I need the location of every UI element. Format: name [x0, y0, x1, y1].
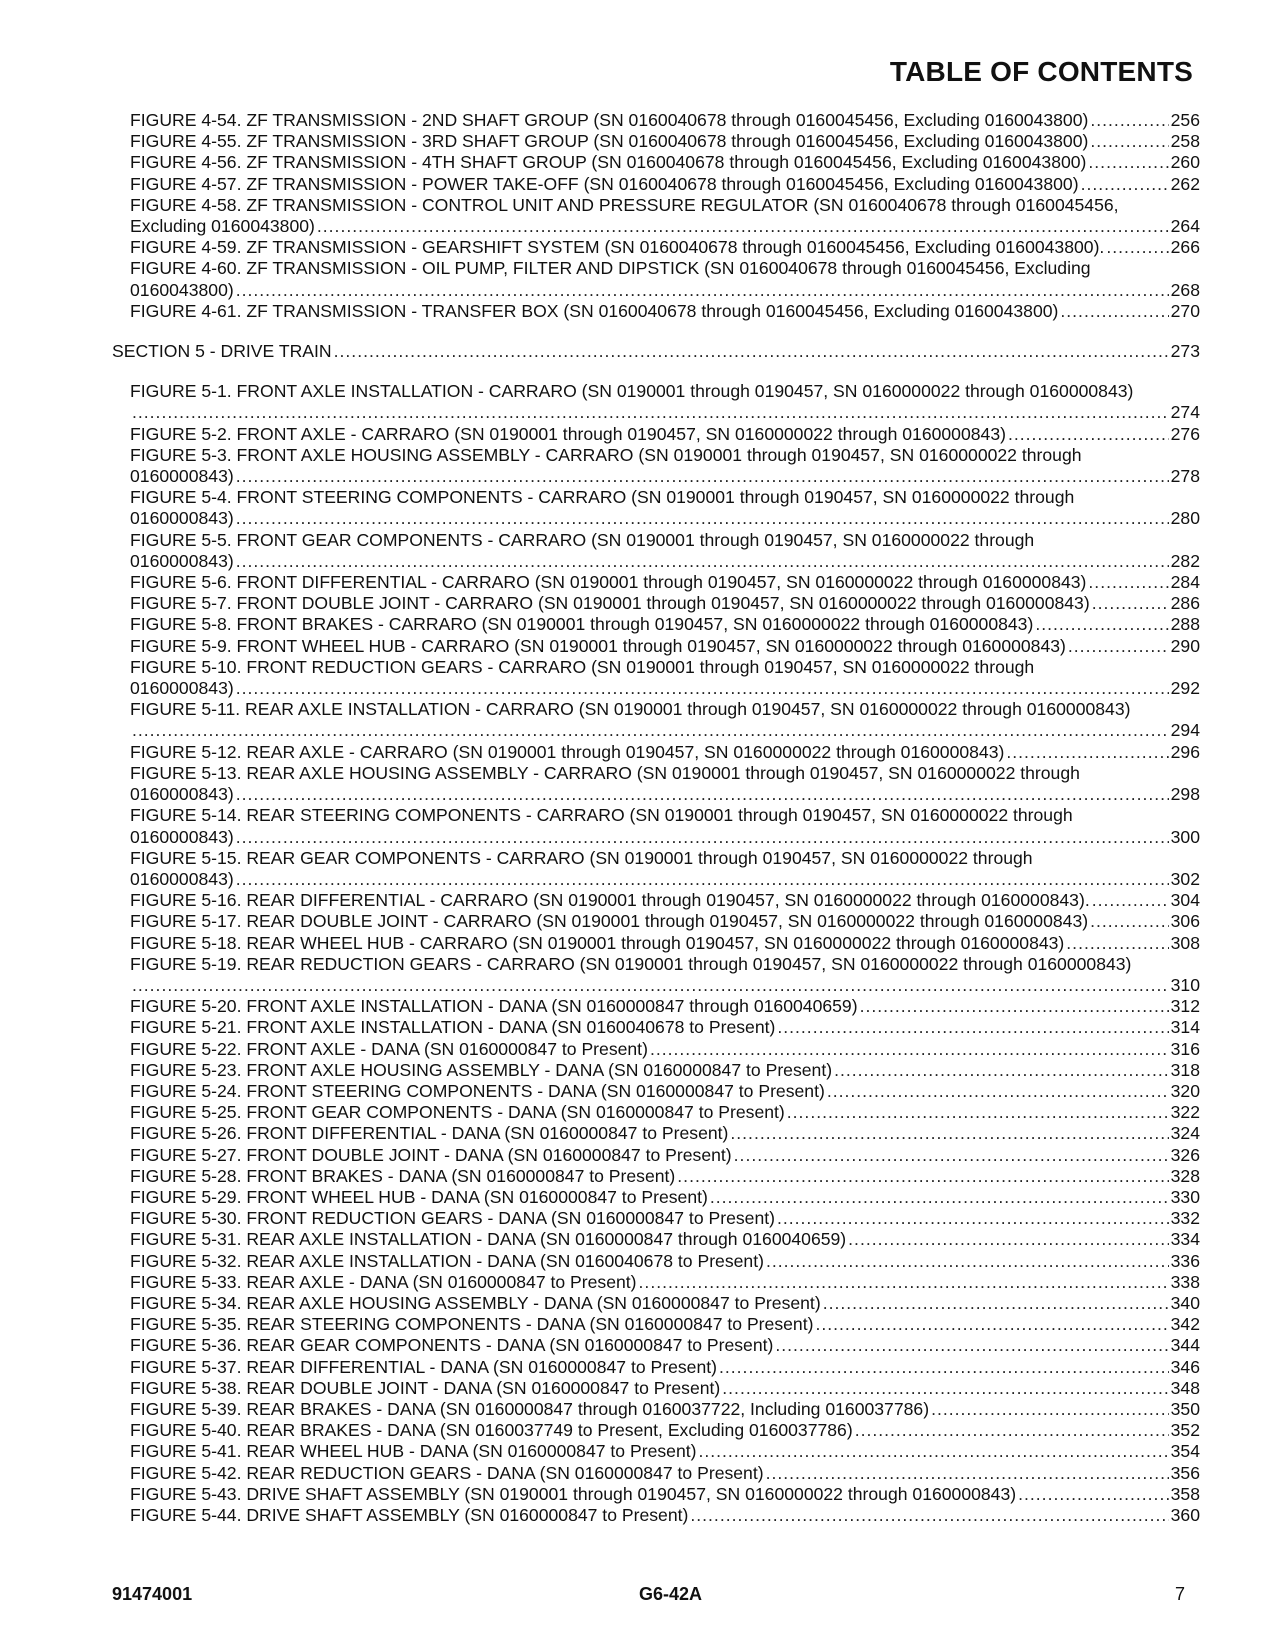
toc-page-number: 302: [1170, 868, 1200, 889]
toc-figure-entry[interactable]: [130, 614, 1200, 635]
toc-figure-entry[interactable]: [130, 805, 1200, 847]
toc-entry-title: FIGURE 5-22. FRONT AXLE - DANA (SN 0160000847 to Present): [130, 1038, 648, 1059]
toc-page-number: 350: [1170, 1398, 1200, 1419]
toc-entry-title: FIGURE 4-59. ZF TRANSMISSION - GEARSHIFT SYSTEM (SN 0160040678 through 0160045456, Excluding 0160043800).: [130, 237, 1105, 258]
toc-entry-title: FIGURE 5-20. FRONT AXLE INSTALLATION - DANA (SN 0160000847 through 0160040659): [130, 996, 858, 1017]
toc-page-number: 324: [1170, 1123, 1200, 1144]
toc-entry-title-line: FIGURE 5-19. REAR REDUCTION GEARS - CARRARO (SN 0190001 through 0190457, SN 0160000022 through 0160000843): [130, 953, 1132, 974]
toc-page-number: 340: [1170, 1292, 1200, 1313]
dot-leader: [1035, 614, 1168, 635]
toc-entry-title-line: FIGURE 5-15. REAR GEAR COMPONENTS - CARRARO (SN 0190001 through 0190457, SN 0160000022 through: [130, 847, 1033, 868]
toc-page-number: 338: [1170, 1271, 1200, 1292]
dot-leader: [1066, 933, 1168, 954]
dot-leader: [1008, 424, 1169, 445]
toc-entry-title: FIGURE 4-57. ZF TRANSMISSION - POWER TAKE-OFF (SN 0160040678 through 0160045456, Excluding 0160043800): [130, 173, 1079, 194]
dot-leader: [1092, 593, 1169, 614]
dot-leader: [639, 1272, 1169, 1293]
toc-page-number: 256: [1170, 110, 1200, 130]
toc-figure-entry[interactable]: [130, 110, 1200, 131]
dot-leader: [766, 1251, 1169, 1272]
toc-entry-title: FIGURE 5-43. DRIVE SHAFT ASSEMBLY (SN 0190001 through 0190457, SN 0160000022 through 0160000843): [130, 1483, 1017, 1504]
dot-leader: [815, 1314, 1168, 1335]
dot-leader: [1092, 890, 1169, 911]
toc-figure-entry[interactable]: [130, 131, 1200, 152]
toc-page-number: 264: [1170, 216, 1200, 237]
page-number: 7: [1174, 1584, 1185, 1604]
toc-entry-title-line: FIGURE 5-10. FRONT REDUCTION GEARS - CARRARO (SN 0190001 through 0190457, SN 0160000022 through: [130, 656, 1035, 677]
dot-leader: [236, 551, 1169, 572]
toc-figure-entry[interactable]: [130, 1420, 1200, 1441]
document-number: 91474001: [112, 1584, 193, 1604]
toc-entry-title: FIGURE 5-12. REAR AXLE - CARRARO (SN 0190001 through 0190457, SN 0160000022 through 0160000843): [130, 741, 1005, 762]
toc-entry-title-line: FIGURE 5-13. REAR AXLE HOUSING ASSEMBLY - CARRARO (SN 0190001 through 0190457, SN 0160000022 through: [130, 762, 1080, 783]
dot-leader: [650, 1039, 1169, 1060]
dot-leader: [1018, 1484, 1169, 1505]
toc-figure-entry[interactable]: [130, 763, 1200, 805]
toc-figure-entry[interactable]: [130, 424, 1200, 445]
toc-page-number: 314: [1170, 1017, 1200, 1038]
toc-page-number: 342: [1170, 1314, 1200, 1335]
dot-leader: [766, 1463, 1169, 1484]
dot-leader: [132, 720, 1169, 741]
toc-entry-title-line: FIGURE 4-58. ZF TRANSMISSION - CONTROL UNIT AND PRESSURE REGULATOR (SN 0160040678 through 0160045456,: [130, 194, 1119, 215]
toc-entry-title: FIGURE 4-61. ZF TRANSMISSION - TRANSFER BOX (SN 0160040678 through 0160045456, Excluding 0160043800): [130, 300, 1059, 321]
toc-entry-title: FIGURE 5-44. DRIVE SHAFT ASSEMBLY (SN 0160000847 to Present): [130, 1505, 689, 1525]
toc-entry-title: FIGURE 5-38. REAR DOUBLE JOINT - DANA (SN 0160000847 to Present): [130, 1377, 721, 1398]
toc-entry-title: FIGURE 5-25. FRONT GEAR COMPONENTS - DANA (SN 0160000847 to Present): [130, 1102, 785, 1123]
dot-leader: [132, 402, 1169, 423]
page-title: TABLE OF CONTENTS: [889, 56, 1193, 87]
toc-figure-entry[interactable]: [130, 1505, 1200, 1526]
dot-leader: [722, 1378, 1168, 1399]
table-of-contents: [110, 110, 1200, 1526]
toc-page-number: 300: [1170, 826, 1200, 847]
dot-leader: [848, 1229, 1168, 1250]
toc-entry-title-line: FIGURE 5-3. FRONT AXLE HOUSING ASSEMBLY - CARRARO (SN 0190001 through 0190457, SN 0160000022 through: [130, 444, 1082, 465]
toc-page-number: 278: [1170, 466, 1200, 487]
toc-entry-title: FIGURE 5-26. FRONT DIFFERENTIAL - DANA (SN 0160000847 to Present): [130, 1123, 729, 1144]
toc-page-number: 334: [1170, 1229, 1200, 1250]
dot-leader: [1090, 131, 1168, 152]
toc-page-number: 344: [1170, 1335, 1200, 1356]
toc-figure-entry[interactable]: [130, 1145, 1200, 1166]
toc-figure-entry[interactable]: [130, 1251, 1200, 1272]
toc-entry-title: FIGURE 4-55. ZF TRANSMISSION - 3RD SHAFT GROUP (SN 0160040678 through 0160045456, Excluding 0160043800): [130, 131, 1089, 152]
toc-page-number: 308: [1170, 932, 1200, 953]
toc-figure-entry[interactable]: [130, 1060, 1200, 1081]
toc-entry-title-line: FIGURE 5-11. REAR AXLE INSTALLATION - CARRARO (SN 0190001 through 0190457, SN 0160000022 through 0160000843): [130, 699, 1131, 720]
dot-leader: [1088, 152, 1168, 173]
toc-page-number: 290: [1170, 635, 1200, 656]
dot-leader: [698, 1441, 1168, 1462]
dot-leader: [860, 996, 1169, 1017]
toc-figure-entry[interactable]: [130, 742, 1200, 763]
toc-figure-entry[interactable]: [130, 593, 1200, 614]
toc-figure-entry[interactable]: [130, 1039, 1200, 1060]
toc-entry-title-line: FIGURE 5-4. FRONT STEERING COMPONENTS - CARRARO (SN 0190001 through 0190457, SN 0160000022 through: [130, 487, 1075, 508]
dot-leader: [334, 341, 1169, 362]
dot-leader: [1090, 911, 1169, 932]
toc-page-number: 348: [1170, 1377, 1200, 1398]
toc-page-number: 286: [1170, 593, 1200, 614]
toc-entry-title: FIGURE 4-54. ZF TRANSMISSION - 2ND SHAFT GROUP (SN 0160040678 through 0160045456, Excluding 0160043800): [130, 110, 1089, 130]
toc-figure-entry[interactable]: [130, 1187, 1200, 1208]
toc-entry-title-line: FIGURE 5-1. FRONT AXLE INSTALLATION - CARRARO (SN 0190001 through 0190457, SN 0160000022 through 0160000843): [130, 381, 1134, 402]
toc-page-number: 262: [1170, 173, 1200, 194]
toc-entry-title: FIGURE 5-42. REAR REDUCTION GEARS - DANA (SN 0160000847 to Present): [130, 1462, 764, 1483]
toc-entry-title: 0160000843): [130, 868, 234, 889]
toc-page-number: 354: [1170, 1441, 1200, 1462]
toc-page-number: 288: [1170, 614, 1200, 635]
toc-page-number: 276: [1170, 423, 1200, 444]
dot-leader: [677, 1166, 1168, 1187]
toc-entry-title: 0160000843): [130, 826, 234, 847]
toc-figure-entry[interactable]: [130, 933, 1200, 954]
toc-page-number: 356: [1170, 1462, 1200, 1483]
dot-leader: [834, 1060, 1169, 1081]
toc-figure-entry[interactable]: [130, 636, 1200, 657]
toc-figure-entry[interactable]: [130, 258, 1200, 300]
toc-page-number: 260: [1170, 152, 1200, 173]
toc-figure-entry[interactable]: [130, 1399, 1200, 1420]
toc-page-number: 352: [1170, 1420, 1200, 1441]
toc-figure-entry[interactable]: [130, 911, 1200, 932]
toc-figure-entry[interactable]: [130, 152, 1200, 173]
toc-figure-entry[interactable]: [130, 699, 1200, 741]
toc-entry-title: FIGURE 5-28. FRONT BRAKES - DANA (SN 0160000847 to Present): [130, 1165, 676, 1186]
toc-page-number: 332: [1170, 1208, 1200, 1229]
toc-figure-entry[interactable]: [130, 848, 1200, 890]
dot-leader: [777, 1017, 1168, 1038]
toc-figure-entry[interactable]: [130, 1123, 1200, 1144]
dot-leader: [236, 827, 1169, 848]
toc-figure-entry[interactable]: [130, 1378, 1200, 1399]
toc-entry-title: FIGURE 5-29. FRONT WHEEL HUB - DANA (SN 0160000847 to Present): [130, 1186, 708, 1207]
toc-entry-title: FIGURE 5-23. FRONT AXLE HOUSING ASSEMBLY - DANA (SN 0160000847 to Present): [130, 1059, 833, 1080]
toc-page-number: 346: [1170, 1356, 1200, 1377]
toc-entry-title: FIGURE 5-35. REAR STEERING COMPONENTS - DANA (SN 0160000847 to Present): [130, 1314, 814, 1335]
dot-leader: [1088, 572, 1168, 593]
toc-page-number: 310: [1170, 974, 1200, 995]
toc-figure-entry[interactable]: [130, 301, 1200, 322]
toc-page-number: 336: [1170, 1250, 1200, 1271]
toc-entry-title: FIGURE 5-33. REAR AXLE - DANA (SN 0160000847 to Present): [130, 1271, 637, 1292]
toc-page-number: 328: [1170, 1165, 1200, 1186]
dot-leader: [236, 678, 1169, 699]
toc-figure-entry[interactable]: [130, 195, 1200, 237]
dot-leader: [855, 1420, 1169, 1441]
dot-leader: [1068, 636, 1169, 657]
dot-leader: [931, 1399, 1169, 1420]
dot-leader: [236, 280, 1169, 301]
toc-figure-entry[interactable]: [130, 1081, 1200, 1102]
toc-entry-title: FIGURE 5-8. FRONT BRAKES - CARRARO (SN 0190001 through 0190457, SN 0160000022 through 0160000843): [130, 614, 1034, 635]
toc-entry-title: FIGURE 5-6. FRONT DIFFERENTIAL - CARRARO (SN 0190001 through 0190457, SN 0160000022 through 0160000843): [130, 572, 1087, 593]
toc-page-number: 318: [1170, 1059, 1200, 1080]
toc-entry-title: FIGURE 5-32. REAR AXLE INSTALLATION - DANA (SN 0160040678 to Present): [130, 1250, 764, 1271]
toc-spacer: [110, 362, 1200, 381]
toc-page-number: 280: [1170, 508, 1200, 529]
toc-figure-entry[interactable]: [130, 890, 1200, 911]
toc-entry-title: 0160000843): [130, 508, 234, 529]
toc-page-number: 294: [1170, 720, 1200, 741]
toc-figure-entry[interactable]: [130, 1272, 1200, 1293]
toc-page-number: 326: [1170, 1144, 1200, 1165]
toc-figure-entry[interactable]: [130, 1229, 1200, 1250]
dot-leader: [236, 869, 1169, 890]
toc-entry-title: FIGURE 5-7. FRONT DOUBLE JOINT - CARRARO (SN 0190001 through 0190457, SN 0160000022 through 0160000843): [130, 593, 1090, 614]
toc-figure-entry[interactable]: [130, 1484, 1200, 1505]
toc-entry-title: FIGURE 5-16. REAR DIFFERENTIAL - CARRARO (SN 0190001 through 0190457, SN 0160000022 through 0160000843).: [130, 890, 1090, 911]
toc-page-number: 266: [1170, 237, 1200, 258]
model-number: G6-42A: [639, 1584, 703, 1604]
toc-entry-title: 0160000843): [130, 784, 234, 805]
toc-entry-title: FIGURE 5-21. FRONT AXLE INSTALLATION - DANA (SN 0160040678 to Present): [130, 1017, 776, 1038]
toc-entry-title: SECTION 5 - DRIVE TRAIN: [112, 341, 332, 362]
toc-entry-title: FIGURE 5-36. REAR GEAR COMPONENTS - DANA (SN 0160000847 to Present): [130, 1335, 774, 1356]
toc-figure-entry[interactable]: [130, 530, 1200, 572]
dot-leader: [787, 1102, 1169, 1123]
toc-entry-title: FIGURE 5-37. REAR DIFFERENTIAL - DANA (SN 0160000847 to Present): [130, 1356, 717, 1377]
dot-leader: [719, 1357, 1169, 1378]
toc-entry-title: FIGURE 5-31. REAR AXLE INSTALLATION - DANA (SN 0160000847 through 0160040659): [130, 1229, 847, 1250]
toc-page-number: 330: [1170, 1186, 1200, 1207]
dot-leader: [1090, 110, 1168, 131]
toc-figure-entry[interactable]: [130, 1441, 1200, 1462]
toc-page-number: 306: [1170, 911, 1200, 932]
toc-figure-entry[interactable]: [130, 1314, 1200, 1335]
dot-leader: [777, 1208, 1169, 1229]
dot-leader: [1060, 301, 1168, 322]
toc-page-number: 258: [1170, 131, 1200, 152]
toc-entry-title: FIGURE 5-40. REAR BRAKES - DANA (SN 0160037749 to Present, Excluding 0160037786): [130, 1420, 853, 1441]
dot-leader: [775, 1335, 1168, 1356]
toc-section-entry[interactable]: [112, 341, 1200, 362]
toc-entry-title: FIGURE 5-2. FRONT AXLE - CARRARO (SN 0190001 through 0190457, SN 0160000022 through 0160000843): [130, 423, 1006, 444]
toc-entry-title: FIGURE 5-27. FRONT DOUBLE JOINT - DANA (SN 0160000847 to Present): [130, 1144, 732, 1165]
dot-leader: [1006, 742, 1168, 763]
toc-entry-title: FIGURE 5-24. FRONT STEERING COMPONENTS - DANA (SN 0160000847 to Present): [130, 1080, 825, 1101]
toc-figure-entry[interactable]: [130, 487, 1200, 529]
toc-page-number: 284: [1170, 572, 1200, 593]
dot-leader: [1106, 237, 1168, 258]
dot-leader: [236, 466, 1169, 487]
dot-leader: [132, 975, 1169, 996]
toc-page-number: 268: [1170, 279, 1200, 300]
toc-figure-entry[interactable]: [130, 237, 1200, 258]
toc-entry-title: FIGURE 5-9. FRONT WHEEL HUB - CARRARO (SN 0190001 through 0190457, SN 0160000022 through 0160000843): [130, 635, 1066, 656]
toc-page-number: 274: [1170, 402, 1200, 423]
toc-page-number: 358: [1170, 1483, 1200, 1504]
toc-figure-entry[interactable]: [130, 1017, 1200, 1038]
toc-figure-entry[interactable]: [130, 445, 1200, 487]
toc-page-number: 322: [1170, 1102, 1200, 1123]
dot-leader: [690, 1505, 1168, 1526]
toc-entry-title: 0160000843): [130, 466, 234, 487]
toc-figure-entry[interactable]: [130, 1208, 1200, 1229]
toc-figure-entry[interactable]: [130, 174, 1200, 195]
toc-entry-title: FIGURE 5-41. REAR WHEEL HUB - DANA (SN 0160000847 to Present): [130, 1441, 697, 1462]
toc-entry-title: FIGURE 5-39. REAR BRAKES - DANA (SN 0160000847 through 0160037722, Including 0160037786): [130, 1398, 930, 1419]
toc-entry-title: FIGURE 5-34. REAR AXLE HOUSING ASSEMBLY - DANA (SN 0160000847 to Present): [130, 1292, 821, 1313]
toc-figure-entry[interactable]: [130, 657, 1200, 699]
toc-entry-title: FIGURE 4-56. ZF TRANSMISSION - 4TH SHAFT GROUP (SN 0160040678 through 0160045456, Excluding 0160043800): [130, 152, 1087, 173]
toc-entry-title-line: FIGURE 4-60. ZF TRANSMISSION - OIL PUMP, FILTER AND DIPSTICK (SN 0160040678 through 0160045456, Excluding: [130, 258, 1091, 279]
toc-page-number: 312: [1170, 996, 1200, 1017]
toc-entry-title: 0160000843): [130, 550, 234, 571]
toc-page-number: 270: [1170, 300, 1200, 321]
toc-entry-title: 0160043800): [130, 279, 234, 300]
toc-spacer: [110, 322, 1200, 341]
toc-figure-entry[interactable]: [130, 1335, 1200, 1356]
toc-page-number: 292: [1170, 678, 1200, 699]
dot-leader: [823, 1293, 1169, 1314]
toc-figure-entry[interactable]: [130, 1463, 1200, 1484]
toc-page-number: 273: [1170, 341, 1200, 362]
dot-leader: [827, 1081, 1169, 1102]
dot-leader: [236, 508, 1169, 529]
dot-leader: [710, 1187, 1169, 1208]
toc-entry-title: FIGURE 5-17. REAR DOUBLE JOINT - CARRARO (SN 0190001 through 0190457, SN 0160000022 through 0160000843): [130, 911, 1089, 932]
dot-leader: [317, 216, 1169, 237]
toc-figure-entry[interactable]: [130, 1166, 1200, 1187]
toc-page-number: 316: [1170, 1038, 1200, 1059]
toc-figure-entry[interactable]: [130, 996, 1200, 1017]
toc-page-number: 282: [1170, 550, 1200, 571]
dot-leader: [730, 1123, 1168, 1144]
toc-figure-entry[interactable]: [130, 1293, 1200, 1314]
toc-page-number: 360: [1170, 1505, 1200, 1525]
dot-leader: [1081, 174, 1169, 195]
toc-entry-title: 0160000843): [130, 678, 234, 699]
toc-entry-title-line: FIGURE 5-5. FRONT GEAR COMPONENTS - CARRARO (SN 0190001 through 0190457, SN 0160000022 through: [130, 529, 1035, 550]
toc-page-number: 320: [1170, 1080, 1200, 1101]
toc-entry-title: Excluding 0160043800): [130, 216, 315, 237]
toc-entry-title: FIGURE 5-30. FRONT REDUCTION GEARS - DANA (SN 0160000847 to Present): [130, 1208, 775, 1229]
toc-figure-entry[interactable]: [130, 1357, 1200, 1378]
toc-figure-entry[interactable]: [130, 572, 1200, 593]
toc-figure-entry[interactable]: [130, 1102, 1200, 1123]
toc-page-number: 304: [1170, 890, 1200, 911]
dot-leader: [236, 784, 1169, 805]
toc-entry-title: FIGURE 5-18. REAR WHEEL HUB - CARRARO (SN 0190001 through 0190457, SN 0160000022 through 0160000843): [130, 932, 1065, 953]
toc-figure-entry[interactable]: [130, 381, 1200, 423]
toc-page-number: 296: [1170, 741, 1200, 762]
toc-figure-entry[interactable]: [130, 954, 1200, 996]
toc-entry-title-line: FIGURE 5-14. REAR STEERING COMPONENTS - CARRARO (SN 0190001 through 0190457, SN 0160000022 through: [130, 805, 1073, 826]
toc-page-number: 298: [1170, 784, 1200, 805]
dot-leader: [734, 1145, 1169, 1166]
